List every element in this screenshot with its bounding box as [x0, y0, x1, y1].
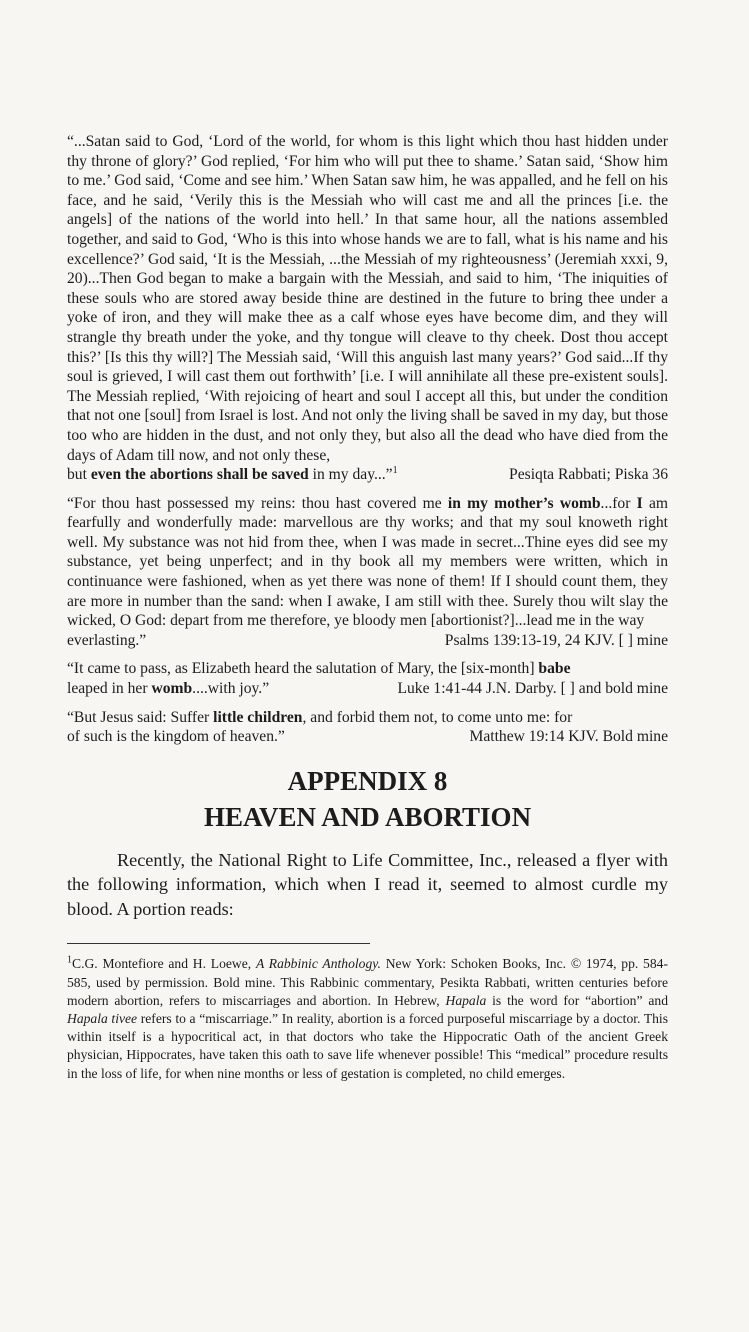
footnote-marker: 1	[67, 954, 72, 966]
bold-emphasis: even the abortions shall be saved	[90, 466, 309, 484]
quote-citation: Luke 1:41-44 J.N. Darby. [ ] and bold mine	[397, 680, 668, 698]
quote-pesiqta-rabbati	[67, 132, 668, 485]
footnote-divider	[67, 943, 370, 944]
hebrew-term: Hapala	[445, 992, 487, 1008]
appendix-intro-paragraph: Recently, the National Right to Life Committee, Inc., released a flyer with the following information, which when I read it, seemed to almost curdle my blood. A portion reads:	[67, 849, 668, 919]
quote-citation: Psalms 139:13-19, 24 KJV. [ ] mine	[444, 631, 668, 649]
appendix-title-heading: HEAVEN AND ABORTION	[203, 801, 532, 832]
quote-psalms: “For thou hast possessed my reins: thou hast covered me in my mother’s womb...for I am fearfully and wonderfully made: marvellous are thy works; and that my soul knoweth right well. My substance was not hid from thee, when I was made in secret...Thine eyes did see my substance, yet being unperfect; and in thy book all my members were written, which in continuance were fashioned, when as yet there was none of them! If I should count them, they are more in number than the sand: when I awake, I am still with thee. Surely thou wilt slay the wicked, O God: depart from me therefore, ye bloody men [abortionist?]...lead me in the way everlasting.” Psalms 139:13-19, 24 KJV. [ ] mine	[67, 494, 669, 649]
quote-last-line	[67, 465, 668, 485]
quote-last-text: but even the abortions shall be saved in my day...”$^1$	[67, 464, 398, 484]
quote-last-line	[67, 727, 668, 747]
footnote: $^1$C.G. Montefiore and H. Loewe, A Rabbinic Anthology. New York: Schoken Books, Inc. © 1974, pp. 584-585, used by permission. Bold mine. This Rabbinic commentary, Pesikta Rabbati, written centuries before modern abortion, refers to miscarriages and abortion. In Hebrew, Hapala is the word for “abortion” and Hapala tivee refers to a “miscarriage.” In reality, abortion is a forced purposeful miscarriage by a doctor. This within itself is a hypocritical act, in that doctors who take the Hippocratic Oath of the ancient Greek physician, Hippocrates, have taken this oath to save life whenever possible! This “medical” procedure results in the loss of life, for when nine months or less of gestation is completed, no child emerges.	[67, 954, 668, 1081]
quote-matthew: “But Jesus said: Suffer little children, and forbid them not, to come unto me: for of such is the kingdom of heaven.” Matthew 19:14 KJV. Bold mine	[67, 708, 668, 746]
bold-emphasis: little children	[213, 708, 303, 726]
quote-last-text: of such is the kingdom of heaven.”	[67, 728, 285, 746]
appendix-number-heading: APPENDIX 8	[287, 765, 448, 796]
bold-emphasis: in my mother’s womb	[447, 494, 601, 512]
quote-citation: Pesiqta Rabbati; Piska 36	[509, 466, 668, 484]
bold-emphasis: womb	[151, 680, 193, 698]
hebrew-term: Hapala tivee	[67, 1010, 138, 1026]
quote-luke: “It came to pass, as Elizabeth heard the salutation of Mary, the [six-month] babe leaped in her womb....with joy.” Luke 1:41-44 J.N. Darby. [ ] and bold mine	[67, 660, 668, 698]
book-title: A Rabbinic Anthology.	[255, 956, 381, 972]
quote-last-line	[67, 631, 668, 651]
quote-last-text: leaped in her womb....with joy.”	[67, 680, 270, 698]
quote-text: “...Satan said to God, ‘Lord of the world, for whom is this light which thou hast hidden under thy throne of glory?’ God replied, ‘For him who will put thee to shame.’ Satan said, ‘Show him to me.’ God said, ‘Come and see him.’ When Satan saw him, he was appalled, and he fell on his face, and he said, ‘Verily this is the Messiah who will cast me and all the princes [i.e. the angels] of the nations of the world into hell.’ In that same hour, all the nations assembled together, and said to God, ‘Who is this into whose hands we are to fall, what is his name and his excellence?’ God said, ‘It is the Messiah, ...the Messiah of my righteousness’ (Jeremiah xxxi, 9, 20)...Then God began to make a bargain with the Messiah, and said to him, ‘The iniquities of these souls who are stored away beside thine are destined in the future to bring thee under a yoke of iron, and they will make thee as a calf whose eyes have become dim, and they will strangle thy breath under the yoke, and thy tongue will cleave to thy cheek. Dost thou accept this?’ [Is this thy will?] The Messiah said, ‘Will this anguish last many years?’ God said...If thy soul is grieved, I will cast them out forthwith’ [i.e. I will annihilate all these pre-existent souls]. The Messiah replied, ‘With rejoicing of heart and soul I accept all this, but under the condition that not one [soul] from Israel is lost. And not only the living shall be saved in my day, but those too who are hidden in the dust, and not only they, but also all the dead who have died from the days of Adam till now, and not only these,	[67, 133, 668, 464]
quote-last-text: everlasting.”	[67, 631, 147, 649]
bold-emphasis: babe	[538, 660, 571, 678]
quote-last-line	[67, 679, 668, 699]
bold-emphasis: I	[636, 494, 643, 512]
footnote-marker: 1	[392, 464, 398, 476]
quote-citation: Matthew 19:14 KJV. Bold mine	[469, 728, 668, 746]
